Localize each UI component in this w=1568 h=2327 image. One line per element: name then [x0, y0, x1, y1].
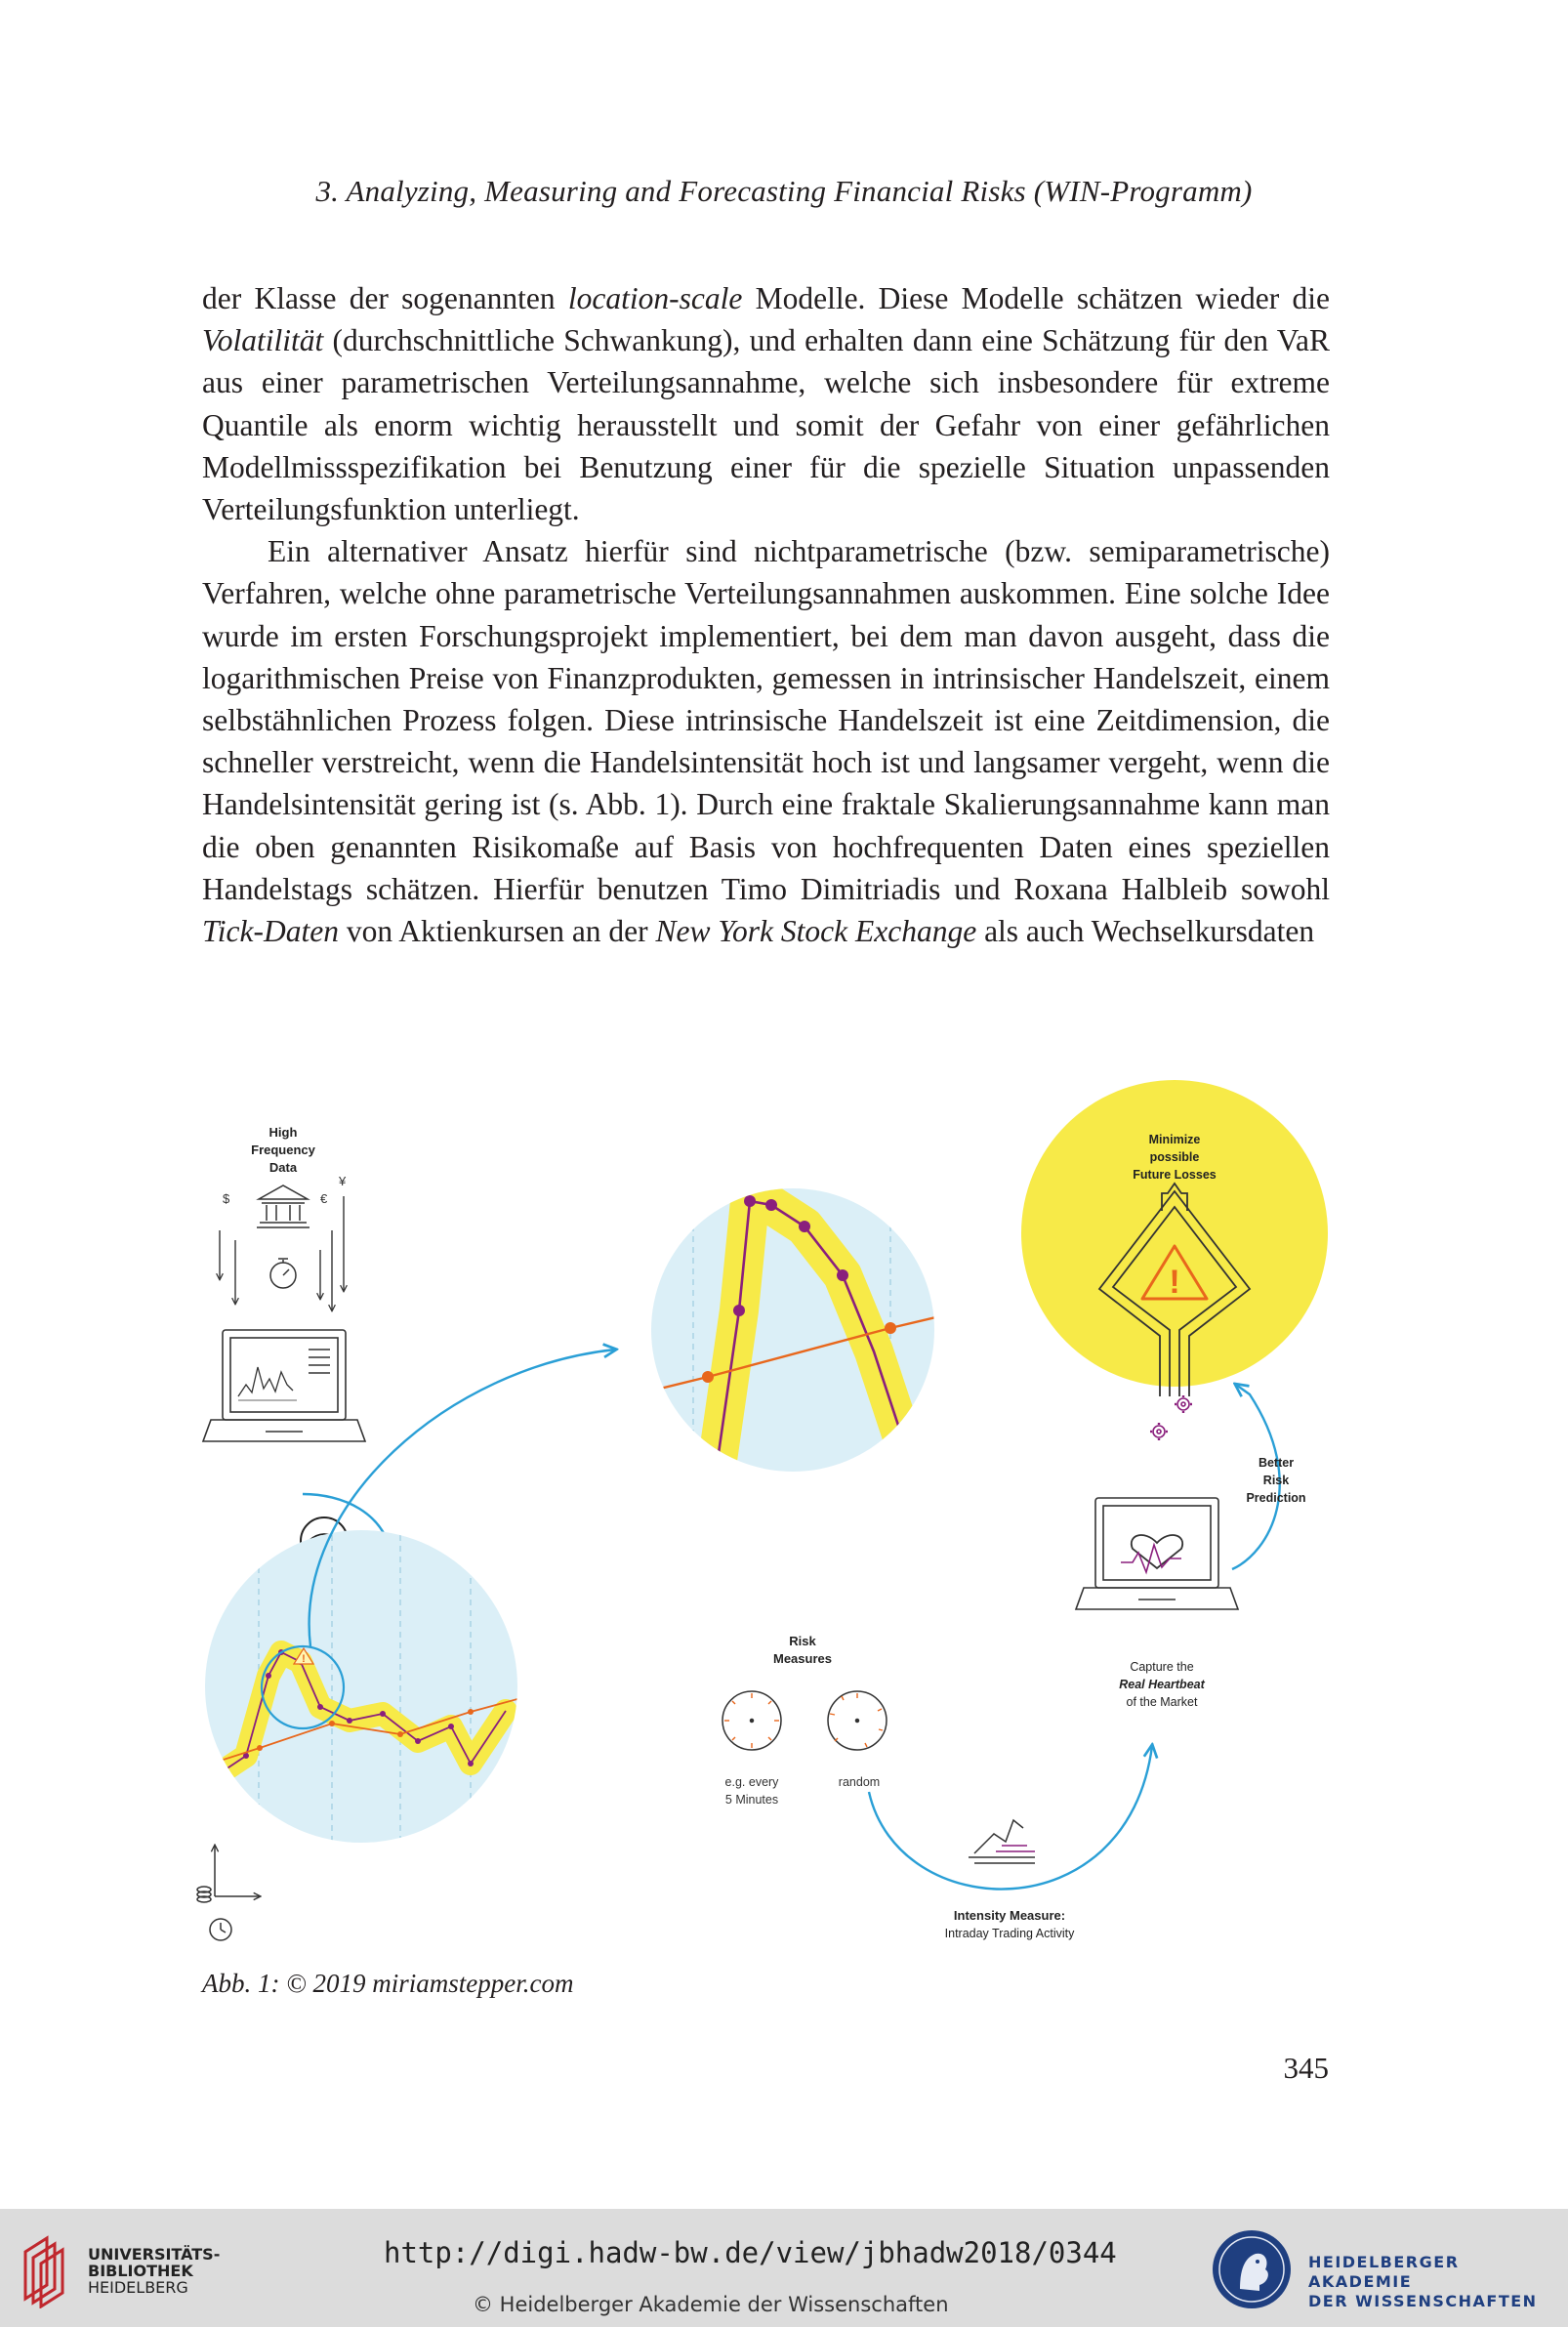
text-run: (durchschnittliche Schwankung), und erhalten dann eine Schätzung für den VaR aus einer parametrischen Verteilungsannahme, welche sich insbesondere für extreme Quantile als enorm wichtig herausstellt und somit der Gefahr von einer gefährlichen Modellmissspezifikation bei Benutzung einer für die spezielle Situation unpassenden Verteilungsfunktion unterliegt. — [202, 323, 1330, 527]
text-run: Modelle. Diese Modelle schätzen wieder die — [742, 281, 1330, 315]
source-url-link[interactable]: http://digi.hadw-bw.de/view/jbhadw2018/0344 — [384, 2236, 1117, 2269]
hf-label-1: High — [268, 1125, 298, 1140]
figure-caption: Abb. 1: © 2019 miriamstepper.com — [202, 1969, 574, 1998]
laptop-icon-data — [203, 1330, 365, 1441]
body-text — [202, 277, 1330, 952]
italic-term: Volatilität — [202, 323, 324, 358]
random-label: random — [838, 1775, 881, 1789]
better-risk-label-2: Risk — [1262, 1474, 1290, 1487]
hadw-line: DER WISSENSCHAFTEN — [1308, 2292, 1538, 2310]
minimize-label-3: Future Losses — [1133, 1168, 1217, 1182]
better-risk-label-1: Better — [1258, 1456, 1295, 1470]
data-flow-arrows — [220, 1196, 344, 1310]
intensity-subtitle: Intraday Trading Activity — [944, 1927, 1075, 1940]
copyright-notice: © Heidelberger Akademie der Wissenschaften — [473, 2293, 949, 2316]
hf-label-3: Data — [268, 1160, 298, 1175]
warning-glyph: ! — [1169, 1264, 1180, 1301]
minimize-losses-circle — [1021, 1080, 1328, 1396]
better-risk-label-3: Prediction — [1246, 1491, 1306, 1505]
text-run: von Aktienkursen an der — [338, 914, 656, 949]
hf-label-2: Frequency — [251, 1143, 315, 1157]
italic-term: Tick-Daten — [202, 914, 339, 949]
figure-svg — [195, 1074, 1347, 1963]
intensity-chart-icon — [969, 1820, 1035, 1863]
capture-label-1: Capture the — [1130, 1660, 1194, 1674]
text-run: der Klasse der sogenannten — [202, 281, 568, 315]
flow-arrow-3 — [869, 1746, 1152, 1890]
risk-measures-label-2: Measures — [773, 1651, 832, 1666]
ub-heidelberg-logo — [18, 2230, 76, 2308]
every-5-label-1: e.g. every — [724, 1775, 779, 1789]
gear-icon — [1150, 1395, 1192, 1440]
running-head: 3. Analyzing, Measuring and Forecasting Financial Risks (WIN-Programm) — [315, 174, 1253, 208]
ub-heidelberg-text — [88, 2246, 220, 2296]
laptop-icon-heartbeat — [1076, 1498, 1238, 1609]
capture-label-2: Real Heartbeat — [1119, 1678, 1205, 1691]
italic-term: New York Stock Exchange — [655, 914, 977, 949]
stopwatch-icon — [270, 1259, 296, 1288]
every-5-label-2: 5 Minutes — [724, 1793, 779, 1807]
zoom-chart-circle — [644, 1172, 957, 1494]
clock-random-icon — [828, 1691, 887, 1750]
ub-line: HEIDELBERG — [88, 2278, 188, 2297]
bank-icon — [257, 1185, 309, 1227]
time-axis-icon — [197, 1846, 260, 1940]
ub-line: UNIVERSITÄTS- — [88, 2245, 221, 2264]
dollar-symbol: $ — [223, 1191, 230, 1206]
paragraph-2 — [202, 530, 1330, 952]
page-number: 345 — [1283, 2051, 1329, 2085]
footer-bar — [0, 2209, 1568, 2327]
hadw-name-text — [1308, 2253, 1568, 2311]
minimize-label-1: Minimize — [1148, 1133, 1201, 1146]
paragraph-1 — [202, 277, 1330, 530]
ub-line: BIBLIOTHEK — [88, 2262, 193, 2280]
warning-glyph-small: ! — [302, 1653, 306, 1665]
intensity-title: Intensity Measure: — [953, 1908, 1066, 1923]
capture-label-3: of the Market — [1126, 1695, 1198, 1709]
italic-term: location-scale — [567, 281, 743, 315]
risk-measures-label-1: Risk — [789, 1634, 816, 1648]
yen-symbol: ¥ — [339, 1174, 347, 1188]
figure-illustration — [195, 1074, 1347, 1963]
minimize-label-2: possible — [1149, 1150, 1200, 1164]
clock-regular-icon — [722, 1691, 781, 1750]
hadw-seal-logo — [1211, 2228, 1294, 2311]
text-run: als auch Wechselkursdaten — [976, 914, 1315, 949]
euro-symbol: € — [320, 1191, 328, 1206]
hadw-line: HEIDELBERGER AKADEMIE — [1308, 2253, 1460, 2291]
price-chart-circle — [205, 1514, 517, 1875]
text-run: Ein alternativer Ansatz hierfür sind nichtparametrische (bzw. semiparametrische) Verfahren, welche ohne parametrische Verteilungsannahmen auskommen. Eine solche Idee wurde im ersten Forschungsprojekt implementiert, bei dem man davon ausgeht, dass die logarithmischen Preise von Finanzprodukten, gemessen in intrinsischer Handelszeit, einem selbstähnlichen Prozess folgen. Diese intrinsische Handelszeit ist eine Zeitdimension, die schneller verstreicht, wenn die Handelsintensität hoch ist und langsamer vergeht, wenn die Handelsintensität gering ist (s. Abb. 1). Durch eine fraktale Skalierungsannahme kann man die oben genannten Risikomaße auf Basis von hochfrequenten Daten eines speziellen Handelstags schätzen. Hierfür benutzen Timo Dimitriadis und Roxana Halbleib sowohl — [202, 534, 1330, 906]
